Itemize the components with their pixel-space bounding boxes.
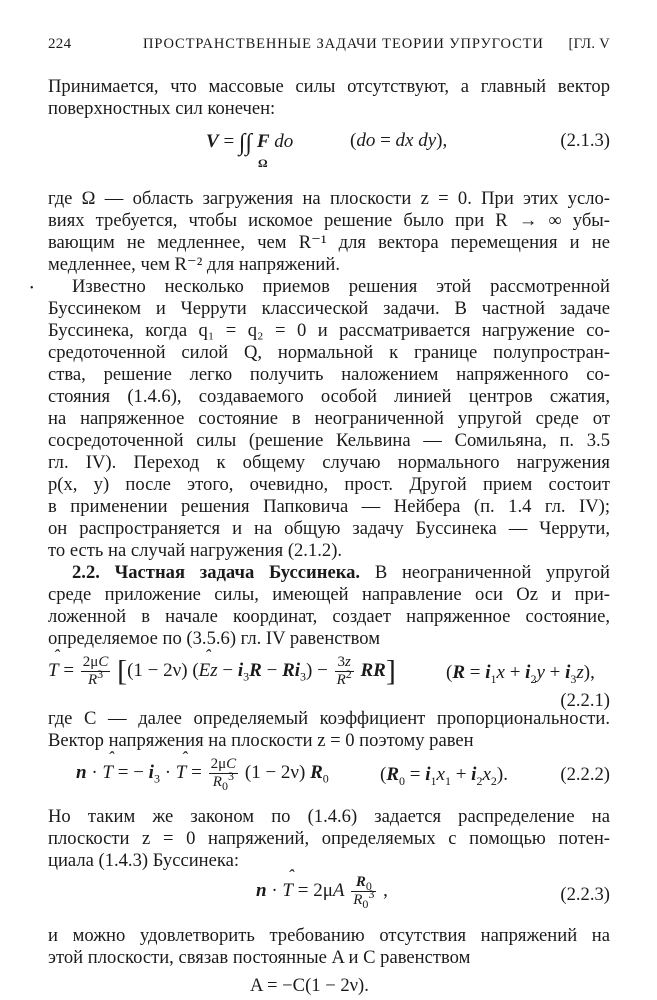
text-line: Буссинеком и Черрути классической задачи. В частной задаче <box>48 298 610 319</box>
text-line: где C — далее определяемый коэффициент пропорциональности. <box>48 708 610 729</box>
text-line: вающим не медленнее, чем R⁻¹ для вектора перемещения и не <box>48 232 610 253</box>
text-line: Но таким же законом по (1.4.6) задается распределение на <box>48 806 610 827</box>
text-line: Принимается, что массовые силы отсутствуют, а главный вектор <box>48 76 610 97</box>
text-line: среде приложение силы, имеющей направление оси Oz и при- <box>48 584 610 605</box>
equation-2-2-2: n · ̂ T = − $i_3$ · ̂ T = $\frac{2\mu C}{R_0^3}$ (1 − 2ν) $R_0$ $(R_0 = i_1x_1 + i_2x_2)$. (2.2.2) <box>48 752 610 800</box>
text-line: виях требуется, чтобы искомое решение было при R → ∞ убы- <box>48 210 610 231</box>
running-title: ПРОСТРАНСТВЕННЫЕ ЗАДАЧИ ТЕОРИИ УПРУГОСТИ <box>143 36 544 52</box>
text-line: ложенной в начале координат, создает напряженное состояние, <box>48 606 610 627</box>
text-line: гл. IV). Переход к общему случаю нормального нагружения <box>48 452 610 473</box>
equation-2-2-1: ̂ T = $\frac{2\mu C}{R^3}$ [(1 − 2ν) (̂ $Ez - i_3R - Ri_3$) − $\frac{3z}{R^2}$ RR] $(R = i_1x + i_2y + i_3z)$, (2.2.1) <box>48 648 610 704</box>
text-line: p(x, y) после этого, очевидно, прост. Другой прием состоит <box>48 474 610 495</box>
section-first-line: 2.2. Частная задача Буссинека. В неограниченной упругой <box>72 562 610 583</box>
text-line: Известно несколько приемов решения этой рассмотренной <box>72 276 610 297</box>
text-line: где Ω — область загружения на плоскости z = 0. При этих усло- <box>48 188 610 209</box>
equation-number: (2.2.1) <box>560 690 610 711</box>
text-line: поверхностных сил конечен: <box>48 98 276 119</box>
text-line: то есть на случай нагружения (2.1.2). <box>48 540 343 561</box>
stray-mark: • <box>30 283 34 294</box>
equation-number: (2.2.3) <box>560 884 610 905</box>
text-line: сосредоточенной силы (решение Кельвина — Сомильяна, п. 3.5 <box>48 430 610 451</box>
text-line: на напряженное состояние в неограниченной упругой среде от <box>48 408 610 429</box>
text-line: ства, решение легко получить наложением напряженного со- <box>48 364 610 385</box>
text-line: плоскости z = 0 напряжений, определяемых с помощью потен- <box>48 828 610 849</box>
text-line: циала (1.4.3) Буссинека: <box>48 850 240 871</box>
page-header <box>48 30 610 56</box>
text-line: определяемое по (3.5.6) гл. IV равенством <box>48 628 381 649</box>
text-line: средоточенной силой Q, нормальной к границе полупростран- <box>48 342 610 363</box>
equation-2-2-3: n · ̂ T = 2μA $\frac{R_0}{R_0^3}$ , (2.2.3) <box>48 872 610 920</box>
text-line: в применении решения Папковича — Нейбера (п. 1.4 гл. IV); <box>48 496 610 517</box>
page-number: 224 <box>48 36 72 52</box>
text-line: он распространяется и на общую задачу Буссинека — Черрути, <box>48 518 610 539</box>
text-line: и можно удовлетворить требованию отсутствия напряжений на <box>48 925 610 946</box>
chapter-label: [ГЛ. V <box>568 36 610 52</box>
section-heading: 2.2. Частная задача Буссинека. <box>72 562 361 583</box>
equation-2-1-3: V = ∫∫ F do Ω (do = dx dy), (2.1.3) <box>206 130 610 170</box>
equation-number: (2.1.3) <box>560 130 610 151</box>
text-line: этой плоскости, связав постоянные A и C равенством <box>48 947 471 968</box>
text-line: Вектор напряжения на плоскости z = 0 поэтому равен <box>48 730 474 751</box>
equation-number: (2.2.2) <box>560 764 610 785</box>
text-line: Буссинека, когда q₁ = q₂ = 0 и рассматривается нагружение со- <box>48 320 610 341</box>
text-line: стояния (1.4.6), создаваемого особой линией центров сжатия, <box>48 386 610 407</box>
final-equation: A = −C(1 − 2ν). <box>250 975 369 996</box>
text-line: медленнее, чем R⁻² для напряжений. <box>48 254 340 275</box>
